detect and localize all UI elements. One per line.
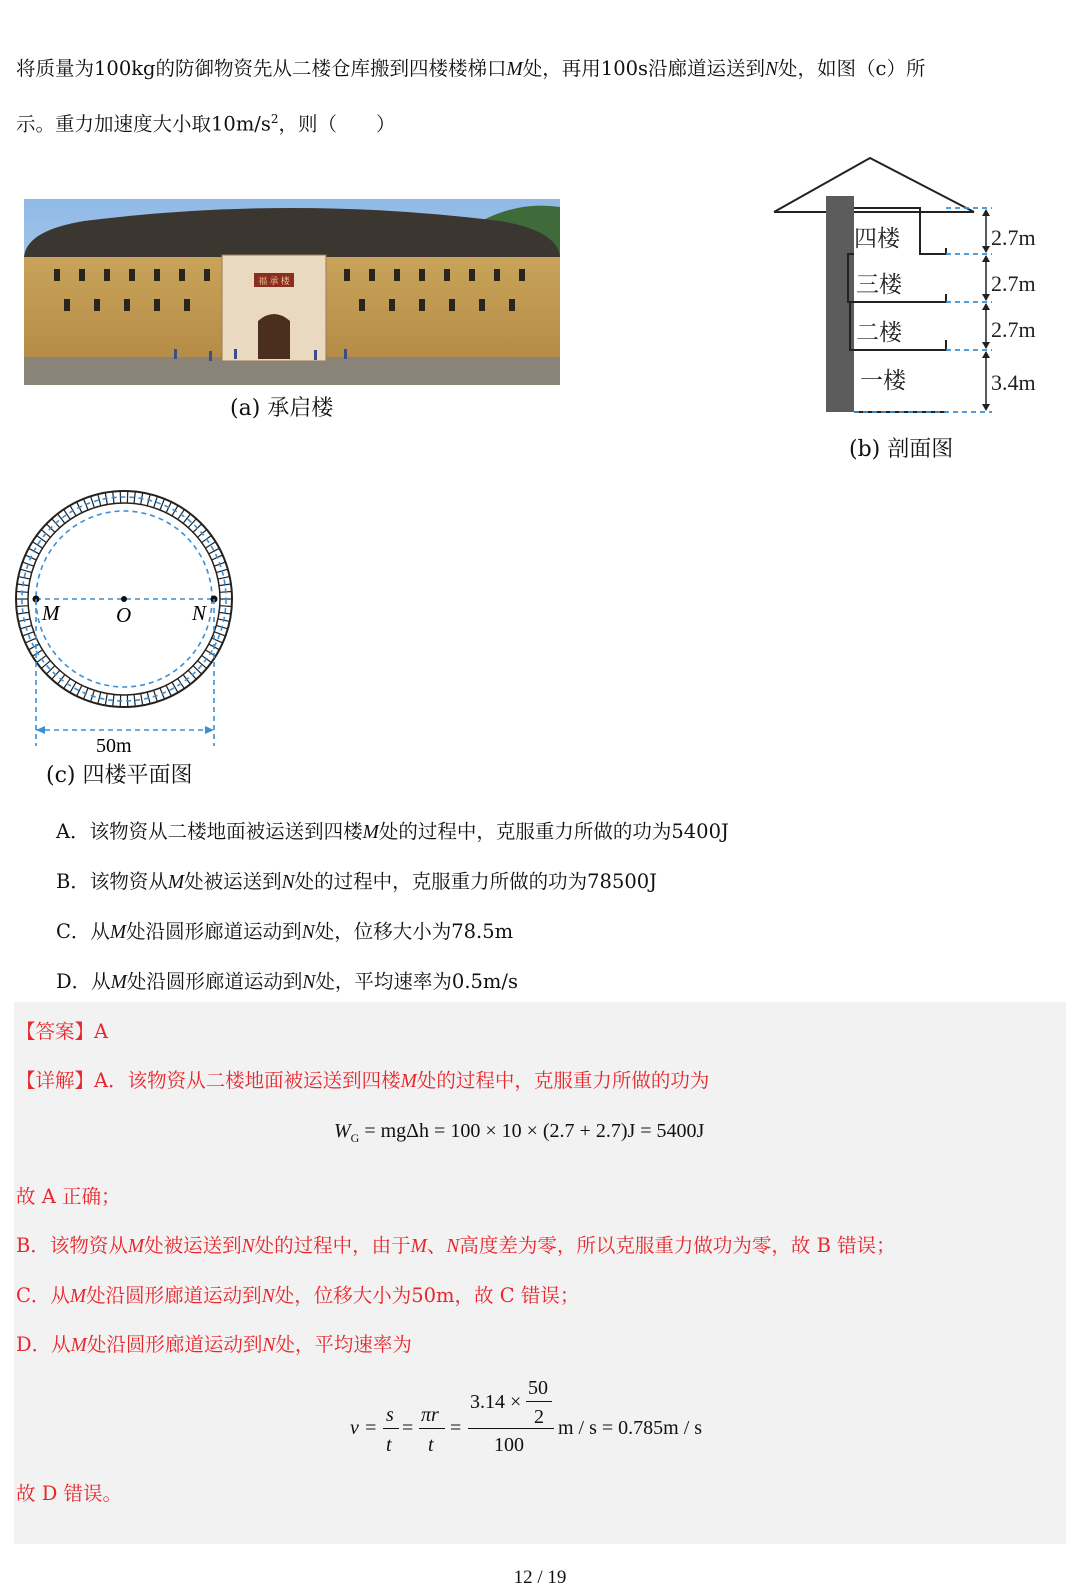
height-label-2: 2.7m	[991, 317, 1036, 342]
option-d[interactable]: D．从M处沿圆形廊道运动到N处，平均速率为0.5m/s	[56, 970, 519, 993]
equation-work: $W_G = mg\Delta h = 100 \times 10 \times (2.7 + 2.7)J = 5400J$	[334, 1120, 705, 1145]
label-n: N	[192, 601, 207, 625]
detail-a-line: 【详解】A．该物资从二楼地面被运送到四楼M处的过程中，克服重力所做的功为	[16, 1069, 710, 1092]
cross-section-diagram	[770, 150, 1060, 420]
width-label: 50m	[96, 735, 132, 756]
floor-label-2: 二楼	[856, 320, 902, 345]
floor-plan-diagram	[12, 488, 244, 756]
point-o	[121, 596, 127, 602]
question-line-2: 示。重力加速度大小取$10m/s^2$，则（ ）	[16, 112, 396, 136]
figure-a-caption: (a) 承启楼	[230, 396, 334, 421]
floor-label-4: 四楼	[854, 226, 900, 251]
page-number: 12 / 19	[513, 1567, 567, 1588]
option-b[interactable]: B．该物资从M处被运送到N处的过程中，克服重力所做的功为78500J	[56, 870, 657, 893]
tulou-photo	[24, 199, 560, 385]
label-m: M	[42, 601, 60, 625]
detail-a-conclusion: 故 A 正确；	[16, 1185, 121, 1208]
height-label-3: 2.7m	[991, 271, 1036, 296]
answer-label: 【答案】A	[16, 1020, 109, 1043]
option-c[interactable]: C．从M处沿圆形廊道运动到N处，位移大小为78.5m	[56, 920, 514, 943]
question-line-1: 将质量为100kg的防御物资先从二楼仓库搬到四楼楼梯口M处，再用100s沿廊道运送到N处，如图（c）所	[16, 57, 926, 80]
floor-label-3: 三楼	[856, 272, 902, 297]
equation-speed: v = s t = πr t = 3.14 × 50 2 100 m / s = 0.785m / s	[350, 1377, 703, 1456]
detail-d-line: D．从M处沿圆形廊道运动到N处，平均速率为	[16, 1333, 412, 1356]
label-o: O	[116, 603, 132, 627]
detail-c-line: C．从M处沿圆形廊道运动到N处，位移大小为50m，故 C 错误；	[16, 1284, 580, 1307]
figure-c-caption: (c) 四楼平面图	[46, 763, 193, 788]
detail-b-line: B．该物资从M处被运送到N处的过程中，由于M、N高度差为零，所以克服重力做功为零，故 B 错误；	[16, 1234, 896, 1257]
height-label-1: 3.4m	[991, 370, 1036, 395]
option-a[interactable]: A．该物资从二楼地面被运送到四楼M处的过程中，克服重力所做的功为5400J	[56, 820, 729, 843]
detail-d-conclusion: 故 D 错误。	[16, 1482, 123, 1505]
figure-b-caption: (b) 剖面图	[849, 437, 954, 462]
photo-plaque: 福 承 楼	[258, 276, 290, 286]
height-label-4: 2.7m	[991, 225, 1036, 250]
floor-label-1: 一楼	[860, 368, 906, 393]
